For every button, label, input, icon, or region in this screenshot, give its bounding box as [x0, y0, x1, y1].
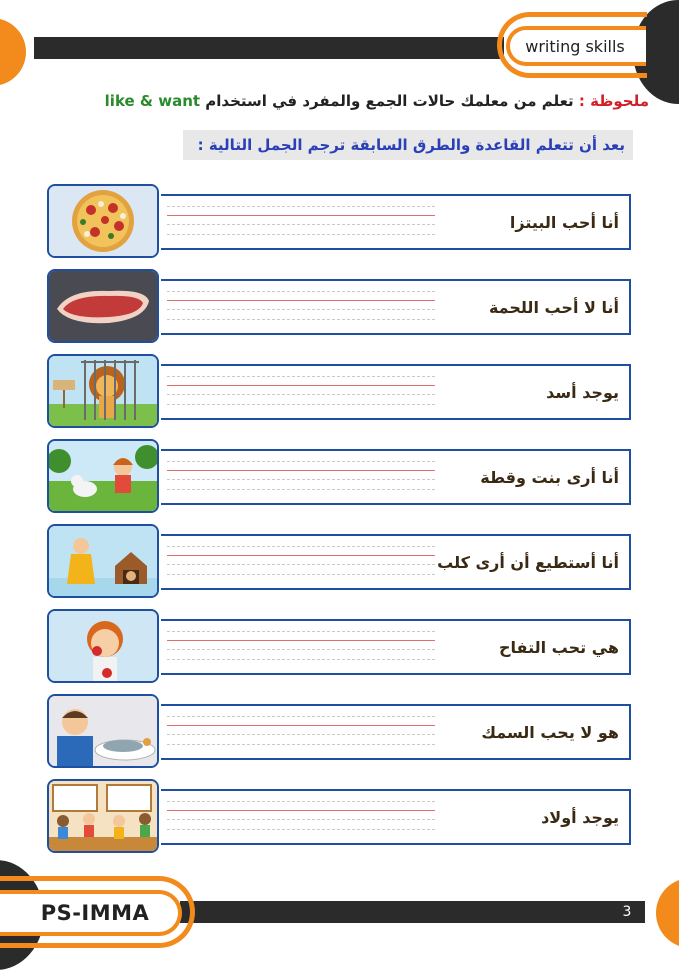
writing-line: [167, 309, 435, 310]
writing-line-red: [167, 470, 435, 471]
writing-line-red: [167, 555, 435, 556]
writing-line: [167, 234, 435, 235]
exercise-row: [47, 694, 631, 768]
writing-line: [167, 574, 435, 575]
boy-refusing-fish-picture: [47, 694, 159, 768]
writing-line-red: [167, 810, 435, 811]
writing-line: [167, 631, 435, 632]
writing-line: [167, 819, 435, 820]
writing-line-red: [167, 385, 435, 386]
exercise-row: [47, 354, 631, 428]
answer-box[interactable]: [161, 279, 631, 335]
exercise-row: [47, 779, 631, 853]
writing-line: [167, 394, 435, 395]
writing-line: [167, 489, 435, 490]
header-bar: [34, 37, 504, 59]
footer-brand: PS-IMMA: [40, 901, 150, 925]
answer-box[interactable]: [161, 194, 631, 250]
note-line: [29, 92, 649, 110]
answer-box[interactable]: [161, 449, 631, 505]
writing-line: [167, 291, 435, 292]
writing-line: [167, 744, 435, 745]
sentence: أنا أرى بنت وقطة: [480, 468, 619, 487]
children-picture: [47, 779, 159, 853]
girl-and-dog-picture: [47, 524, 159, 598]
girl-and-cat-picture: [47, 439, 159, 513]
writing-line: [167, 404, 435, 405]
writing-line-red: [167, 640, 435, 641]
sentence: هي تحب التفاح: [499, 638, 619, 657]
writing-line: [167, 649, 435, 650]
writing-line: [167, 319, 435, 320]
header-title: writing skills: [525, 37, 625, 56]
sentence: أنا لا أحب اللحمة: [488, 298, 619, 317]
writing-line: [167, 716, 435, 717]
writing-line: [167, 564, 435, 565]
writing-line-red: [167, 725, 435, 726]
lion-picture: [47, 354, 159, 428]
writing-line: [167, 829, 435, 830]
exercise-row: [47, 439, 631, 513]
girl-eating-apple-picture: [47, 609, 159, 683]
answer-box[interactable]: [161, 704, 631, 760]
note-label: ملحوظة :: [578, 92, 649, 110]
note-english: like & want: [104, 92, 201, 110]
exercise-row: [47, 524, 631, 598]
page-number: 3: [622, 904, 632, 920]
footer-bar: [180, 901, 645, 923]
answer-box[interactable]: [161, 789, 631, 845]
sentence: يوجد أسد: [546, 383, 619, 402]
exercise-row: [47, 184, 631, 258]
writing-line: [167, 224, 435, 225]
writing-line: [167, 801, 435, 802]
sentence: يوجد أولاد: [541, 808, 619, 827]
footer-orange-circle: [656, 878, 679, 948]
sentence: أنا أحب البيتزا: [509, 213, 619, 232]
pizza-picture: [47, 184, 159, 258]
answer-box[interactable]: [161, 364, 631, 420]
answer-box[interactable]: [161, 534, 631, 590]
meat-picture: [47, 269, 159, 343]
exercise-row: [47, 609, 631, 683]
writing-line: [167, 206, 435, 207]
instruction: بعد أن تتعلم القاعدة والطرق السابقة ترجم الجمل التالية :: [183, 130, 633, 160]
note-text: تعلم من معلمك حالات الجمع والمفرد في استخدام: [205, 92, 574, 110]
writing-line: [167, 461, 435, 462]
writing-line: [167, 659, 435, 660]
writing-line: [167, 376, 435, 377]
writing-line: [167, 479, 435, 480]
answer-box[interactable]: [161, 619, 631, 675]
sentence: هو لا يحب السمك: [481, 723, 619, 742]
sentence: أنا أستطيع أن أرى كلب: [437, 553, 619, 572]
exercise-row: [47, 269, 631, 343]
writing-line: [167, 734, 435, 735]
writing-line: [167, 546, 435, 547]
writing-line-red: [167, 215, 435, 216]
writing-line-red: [167, 300, 435, 301]
header-orange-circle: [0, 18, 26, 86]
